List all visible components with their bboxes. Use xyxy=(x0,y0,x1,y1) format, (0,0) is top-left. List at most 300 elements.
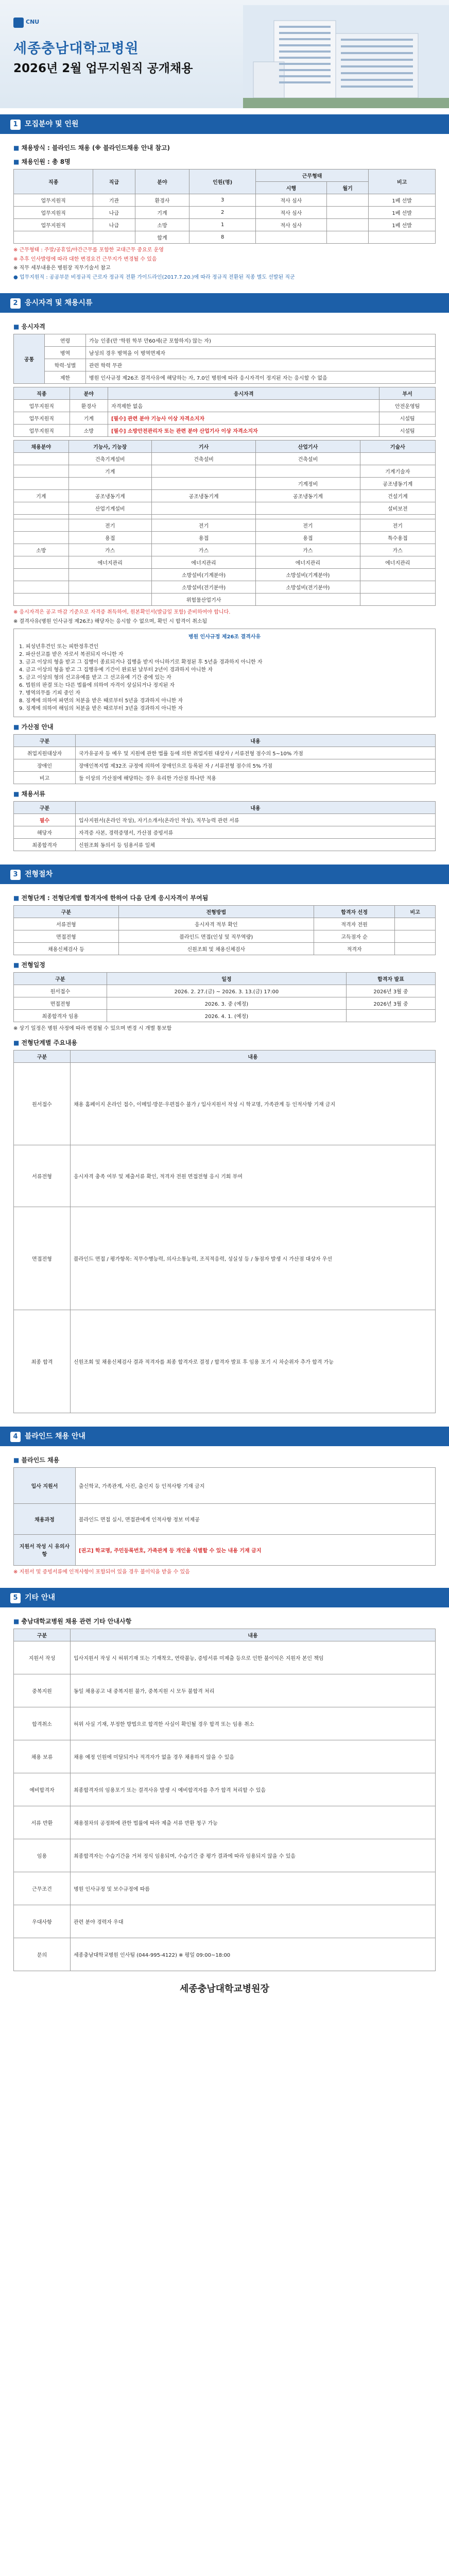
rule-item: 7. 병역의무를 기피 중인 자 xyxy=(19,690,80,696)
table-cell: 입사지원서 작성 시 허위기재 또는 기재착오, 연락불능, 증빙서류 미제출 등으로 인한 불이익은 지원자 본인 책임 xyxy=(71,1641,436,1674)
table-cell: 업무지원직 xyxy=(14,400,70,412)
table-cell: 건축기계설비 xyxy=(68,453,151,465)
table-cell: 에너지관리 xyxy=(68,556,151,569)
table-cell: 소방 xyxy=(70,425,108,437)
table-cell xyxy=(360,594,435,606)
documents-table xyxy=(13,801,436,851)
stage-table xyxy=(13,905,436,955)
table-cell: 신원조회 동의서 등 임용서류 일체 xyxy=(76,839,436,851)
table-cell: 적격자 전원 xyxy=(314,918,395,930)
table-cell: 적사 심사 xyxy=(255,194,326,207)
table-cell xyxy=(14,532,69,544)
table-cell xyxy=(369,231,436,244)
table-cell xyxy=(14,515,69,519)
table-cell: 최종합격자의 임용포기 또는 결격사유 발생 시 예비합격자를 추가 합격 처리할 수 있음 xyxy=(71,1773,436,1806)
table-cell: [권고] 학교명, 주민등록번호, 가족관계 등 개인을 식별할 수 있는 내용 기재 금지 xyxy=(76,1534,436,1565)
table-cell: 적사 심사 xyxy=(255,207,326,219)
table-row xyxy=(14,1905,436,1938)
positions-table xyxy=(13,169,436,244)
table-cell: 용접 xyxy=(151,532,255,544)
table-cell: 8 xyxy=(189,231,256,244)
rule-item: 1. 피성년후견인 또는 피한정후견인 xyxy=(19,644,99,650)
table-row xyxy=(14,478,436,490)
table-cell: 가능 인종(만 '학원 학부 만60세(군 포함하지) 않는 자) xyxy=(86,334,436,347)
rule-item: 8. 징계에 의하여 파면의 처분을 받은 때로부터 5년을 경과하지 아니한 자 xyxy=(19,698,183,704)
section-title: 기타 안내 xyxy=(25,1594,55,1602)
table-cell: 기계 xyxy=(70,412,108,425)
license-table xyxy=(13,440,436,606)
table-cell xyxy=(151,502,255,515)
table-row xyxy=(14,930,436,943)
table-cell: 위험물산업기사 xyxy=(151,594,255,606)
table-row xyxy=(14,1839,436,1872)
section-5-header xyxy=(0,1588,449,1607)
table-cell: 응시자격 적부 확인 xyxy=(118,918,314,930)
table-row xyxy=(14,453,436,465)
table-cell xyxy=(14,581,69,594)
subsection-title: ■ 채용서류 xyxy=(13,789,436,798)
table-row xyxy=(14,772,436,784)
table-row xyxy=(14,1010,436,1022)
section-1-content xyxy=(0,134,449,287)
table-cell: 필수 xyxy=(14,814,76,826)
table-cell: 관련 학력 무관 xyxy=(86,359,436,371)
table-cell: 허위 사실 기재, 부정한 방법으로 합격한 사실이 확인될 경우 합격 또는 임용 취소 xyxy=(71,1707,436,1740)
table-cell: 소방 xyxy=(14,544,69,556)
table-cell: 블라인드 면접(인성 및 직무역량) xyxy=(118,930,314,943)
table-cell: 에너지관리 xyxy=(360,556,435,569)
hospital-building-image xyxy=(243,5,449,108)
table-cell: 공조냉동기계 xyxy=(151,490,255,502)
table-row xyxy=(14,490,436,502)
table-cell: 기계 xyxy=(14,490,69,502)
table-cell: 가스 xyxy=(360,544,435,556)
job-requirements-table xyxy=(13,387,436,437)
table-cell: 1베 선발 xyxy=(369,207,436,219)
table-header: 내용 xyxy=(71,1629,436,1641)
table-cell: 채용신체검사 등 xyxy=(14,943,119,955)
table-cell: 서류전형 xyxy=(14,918,119,930)
page-title: 2026년 2월 업무지원직 공개채용 xyxy=(13,62,193,75)
table-cell: 기계정비 xyxy=(256,478,360,490)
table-row xyxy=(14,465,436,478)
table-header: 채용과정 xyxy=(14,1503,76,1534)
table-cell xyxy=(256,515,360,519)
subsection-title: ■ 전형일정 xyxy=(13,960,436,969)
table-cell: 1 xyxy=(189,219,256,231)
table-cell: 업무지원직 xyxy=(14,425,70,437)
bonus-table xyxy=(13,734,436,784)
table-cell: 에너지관리 xyxy=(151,556,255,569)
table-row xyxy=(14,231,436,244)
table-cell: 합계 xyxy=(135,231,189,244)
table-subheader: 시행 xyxy=(255,182,326,194)
table-header: 직종 xyxy=(14,170,93,194)
table-header: 내용 xyxy=(76,802,436,814)
table-cell: 연령 xyxy=(45,334,86,347)
table-cell xyxy=(326,194,368,207)
table-cell: 우대사항 xyxy=(14,1905,71,1938)
table-header: 응시자격 xyxy=(108,387,379,400)
subsection-title: ■ 채용방식 : 블라인드 채용 (※ 블라인드채용 안내 참고) xyxy=(13,143,436,152)
table-cell: 소방설비(전기분야) xyxy=(256,581,360,594)
note: ※ 추후 인사발령에 따라 대한 변경요건 근무지가 변경될 수 있음 xyxy=(13,256,157,262)
hospital-name: 세종충남대학교병원 xyxy=(13,41,139,57)
table-cell xyxy=(14,502,69,515)
table-cell: 소방설비(기계분야) xyxy=(256,569,360,581)
table-cell: 둘 이상의 가산점에 해당하는 경우 유리한 가산점 하나만 적용 xyxy=(76,772,436,784)
note: ※ 상기 일정은 병원 사정에 따라 변경될 수 있으며 변경 시 개별 통보함 xyxy=(13,1026,172,1031)
table-cell: 환경사 xyxy=(135,194,189,207)
subsection-title: ■ 가산점 안내 xyxy=(13,722,436,731)
table-cell: 장애인복지법 제32조 규정에 의하여 장애인으로 등록된 자 / 서류전형 점수의 5% 가점 xyxy=(76,759,436,772)
table-row xyxy=(14,985,436,997)
table-cell: 임용 xyxy=(14,1839,71,1872)
table-cell: 2026. 4. 1. (예정) xyxy=(107,1010,346,1022)
section-1-header xyxy=(0,114,449,134)
table-header: 구분 xyxy=(14,735,76,747)
section-4-header xyxy=(0,1427,449,1446)
rule-item: 4. 금고 이상의 형을 받고 그 집행유예 기간이 완료된 날부터 2년이 경과하지 아니한 자 xyxy=(19,667,213,673)
table-cell xyxy=(326,207,368,219)
subsection-title: ■ 응시자격 xyxy=(13,322,436,331)
table-row xyxy=(14,371,436,384)
table-cell: 출신학교, 가족관계, 사진, 출신지 등 인적사항 기재 금지 xyxy=(76,1467,436,1503)
table-cell: 특수용접 xyxy=(360,532,435,544)
table-cell: 전기 xyxy=(360,519,435,532)
table-row xyxy=(14,918,436,930)
section-number: 5 xyxy=(10,1593,21,1603)
table-row xyxy=(14,219,436,231)
table-row xyxy=(14,1641,436,1674)
schedule-table xyxy=(13,972,436,1022)
table-cell xyxy=(256,594,360,606)
table-row xyxy=(14,581,436,594)
table-cell: 건축설비 xyxy=(256,453,360,465)
common-requirements-table xyxy=(13,334,436,384)
table-header: 산업기사 xyxy=(256,440,360,453)
table-row xyxy=(14,425,436,437)
table-cell: 최종합격자 임용 xyxy=(14,1010,107,1022)
table-cell xyxy=(151,478,255,490)
table-cell xyxy=(360,515,435,519)
table-cell: 최종합격자는 수습기간을 거쳐 정식 임용되며, 수습기간 중 평가 결과에 따라 임용되지 않을 수 있음 xyxy=(71,1839,436,1872)
table-cell: 용접 xyxy=(68,532,151,544)
table-cell: 용접 xyxy=(256,532,360,544)
table-cell: 건축설비 xyxy=(151,453,255,465)
section-title: 블라인드 채용 안내 xyxy=(25,1432,85,1440)
table-header: 전형방법 xyxy=(118,906,314,918)
table-header: 공통 xyxy=(14,334,45,384)
table-row xyxy=(14,502,436,515)
table-header: 내용 xyxy=(76,735,436,747)
table-cell: 업무지원직 xyxy=(14,219,93,231)
table-row xyxy=(14,334,436,347)
table-cell xyxy=(395,918,436,930)
table-subheader: 월기 xyxy=(326,182,368,194)
section-3-header xyxy=(0,865,449,884)
table-header: 직종 xyxy=(14,387,70,400)
table-cell xyxy=(14,465,69,478)
subsection-title: ■ 충남대학교병원 채용 관련 기타 안내사항 xyxy=(13,1617,436,1625)
table-cell xyxy=(14,453,69,465)
table-cell: 기계기술자 xyxy=(360,465,435,478)
table-cell xyxy=(68,478,151,490)
table-cell: 전기 xyxy=(151,519,255,532)
table-header: 입사 지원서 xyxy=(14,1467,76,1503)
section-title: 모집분야 및 인원 xyxy=(25,120,79,128)
table-cell xyxy=(395,930,436,943)
table-row xyxy=(14,194,436,207)
note: ※ 직무 세부내용은 병원장 직무기술서 참고 xyxy=(13,265,111,271)
note: ※ 결격사유(병원 인사규정 제26조) 해당자는 응시할 수 없으며, 확인 시 합격이 취소됨 xyxy=(13,618,208,624)
table-row xyxy=(14,1310,436,1413)
table-row xyxy=(14,1467,436,1503)
table-cell: 예비합격자 xyxy=(14,1773,71,1806)
table-cell: 학력·성별 xyxy=(45,359,86,371)
table-header: 분야 xyxy=(70,387,108,400)
subsection-title: ■ 채용인원 : 총 8명 xyxy=(13,157,436,166)
table-cell: 2026. 3. 중 (예정) xyxy=(107,997,346,1010)
section-4-content xyxy=(0,1446,449,1582)
table-cell: 취업지원대상자 xyxy=(14,747,76,759)
table-cell: 가스 xyxy=(151,544,255,556)
table-row xyxy=(14,207,436,219)
table-header: 합격자 발표 xyxy=(347,973,436,985)
table-cell: 시설팀 xyxy=(379,425,436,437)
table-cell: 중복지원 xyxy=(14,1674,71,1707)
table-row xyxy=(14,412,436,425)
table-cell: 신원조회 및 채용신체검사 xyxy=(118,943,314,955)
table-cell: 국가유공자 등 예우 및 지원에 관한 법률 등에 의한 취업지원 대상자 / 서류전형 점수의 5~10% 가점 xyxy=(76,747,436,759)
table-row xyxy=(14,1145,436,1207)
table-row xyxy=(14,359,436,371)
table-cell xyxy=(14,556,69,569)
section-5-content xyxy=(0,1607,449,2020)
table-cell xyxy=(14,569,69,581)
table-cell: 1베 선발 xyxy=(369,194,436,207)
table-row xyxy=(14,347,436,359)
table-cell: 원서접수 xyxy=(14,1062,71,1145)
table-cell xyxy=(347,1010,436,1022)
table-cell xyxy=(14,594,69,606)
table-cell: 장애인 xyxy=(14,759,76,772)
table-cell: 고득점자 순 xyxy=(314,930,395,943)
table-header: 기사 xyxy=(151,440,255,453)
table-cell: 산업기계설비 xyxy=(68,502,151,515)
table-row xyxy=(14,1806,436,1839)
table-cell xyxy=(326,219,368,231)
table-header: 기술사 xyxy=(360,440,435,453)
table-row xyxy=(14,1773,436,1806)
table-cell: 업무지원직 xyxy=(14,194,93,207)
table-cell: 2026년 3월 중 xyxy=(347,997,436,1010)
note: ※ 응시자격은 공고 마감 기준으로 자격증 취득하여, 원본확인서(발급일 포함) 준비하여야 합니다. xyxy=(13,609,231,615)
section-2-content xyxy=(0,313,449,858)
table-cell: 비고 xyxy=(14,772,76,784)
table-row xyxy=(14,826,436,839)
table-cell: 면접전형 xyxy=(14,997,107,1010)
table-header: 구분 xyxy=(14,1629,71,1641)
table-cell: 자격증 사본, 경력증명서, 가산점 증빙서류 xyxy=(76,826,436,839)
table-cell xyxy=(256,502,360,515)
table-cell: 관련 분야 경력자 우대 xyxy=(71,1905,436,1938)
table-header: 분야 xyxy=(135,170,189,194)
table-row xyxy=(14,1207,436,1310)
table-cell: 가스 xyxy=(68,544,151,556)
table-header: 부서 xyxy=(379,387,436,400)
table-cell: 적사 심사 xyxy=(255,219,326,231)
hospital-logo-icon xyxy=(13,18,24,28)
box-title: 병원 인사규정 제26조 결격사유 xyxy=(188,634,261,640)
table-cell: 적격자 xyxy=(314,943,395,955)
table-cell: 응시자격 충족 여부 및 제출서류 확인, 적격자 전원 면접전형 응시 기회 부여 xyxy=(71,1145,436,1207)
table-cell: 최종 합격 xyxy=(14,1310,71,1413)
table-cell: 전기 xyxy=(68,519,151,532)
note: ※ 지원서 및 증빙서류에 인적사항이 포함되어 있을 경우 불이익을 받을 수 있음 xyxy=(13,1569,190,1575)
table-header: 구분 xyxy=(14,1050,71,1062)
table-cell: 공조냉동기계 xyxy=(68,490,151,502)
table-row xyxy=(14,1062,436,1145)
table-header: 구분 xyxy=(14,802,76,814)
table-row xyxy=(14,1707,436,1740)
table-row xyxy=(14,1938,436,1971)
table-cell: 설비보전 xyxy=(360,502,435,515)
table-cell: 채용 예정 인원에 미달되거나 적격자가 없을 경우 채용하지 않을 수 있음 xyxy=(71,1740,436,1773)
table-cell: 채용절차의 공정화에 관한 법률에 따라 제출 서류 반환 청구 가능 xyxy=(71,1806,436,1839)
table-cell xyxy=(151,515,255,519)
table-cell: 기계 xyxy=(68,465,151,478)
table-cell xyxy=(151,465,255,478)
table-row xyxy=(14,532,436,544)
table-cell: 면접전형 xyxy=(14,930,119,943)
section-number: 2 xyxy=(10,298,21,309)
table-cell: 근무조건 xyxy=(14,1872,71,1905)
table-cell xyxy=(68,569,151,581)
table-header: 기능사, 기능장 xyxy=(68,440,151,453)
table-cell xyxy=(14,478,69,490)
subsection-title: ■ 블라인드 채용 xyxy=(13,1455,436,1464)
disqualification-box xyxy=(13,629,436,717)
table-cell: 지원서 작성 xyxy=(14,1641,71,1674)
table-cell xyxy=(68,594,151,606)
table-cell: 소방설비(기계분야) xyxy=(151,569,255,581)
table-cell xyxy=(255,231,326,244)
table-cell: [필수] 소방안전관리자 또는 관련 분야 산업기사 이상 자격소지자 xyxy=(108,425,379,437)
table-header: 합격자 선정 xyxy=(314,906,395,918)
rules-list xyxy=(19,643,430,713)
table-cell: 합격취소 xyxy=(14,1707,71,1740)
table-cell xyxy=(14,519,69,532)
table-cell: 에너지관리 xyxy=(256,556,360,569)
table-cell: 병원 인사규정 제26조 결격사유에 해당하는 자, 7.0인 병원에 따라 응시자격이 정지된 자는 응시할 수 없음 xyxy=(86,371,436,384)
table-cell: 서류전형 xyxy=(14,1145,71,1207)
table-header: 인원(명) xyxy=(189,170,256,194)
table-cell: 병역 xyxy=(45,347,86,359)
table-header: 비고 xyxy=(369,170,436,194)
section-title: 응시자격 및 채용시류 xyxy=(25,299,93,307)
rule-item: 3. 금고 이상의 형을 받고 그 집행이 종료되거나 집행을 받지 아니하기로 확정된 후 5년을 경과하지 아니한 자 xyxy=(19,659,263,665)
table-cell: [필수] 관련 분야 기능사 이상 자격소지자 xyxy=(108,412,379,425)
logo-text: CNU xyxy=(26,19,40,25)
section-number: 4 xyxy=(10,1432,21,1442)
table-cell: 업무지원직 xyxy=(14,207,93,219)
table-row xyxy=(14,759,436,772)
table-row xyxy=(14,943,436,955)
table-cell: 채용 홈페이지 온라인 접수, 이메일·방문·우편접수 불가 / 입사지원서 작성 시 학교명, 가족관계 등 인적사항 기재 금지 xyxy=(71,1062,436,1145)
table-cell: 병원 인사규정 및 보수규정에 따름 xyxy=(71,1872,436,1905)
table-cell: 문의 xyxy=(14,1938,71,1971)
table-cell: 소방설비(전기분야) xyxy=(151,581,255,594)
table-cell: 원서접수 xyxy=(14,985,107,997)
table-cell: 2 xyxy=(189,207,256,219)
table-cell: 2026년 3월 중 xyxy=(347,985,436,997)
table-cell: 공조냉동기계 xyxy=(256,490,360,502)
section-2-header xyxy=(0,293,449,313)
table-header: 일정 xyxy=(107,973,346,985)
table-row xyxy=(14,839,436,851)
table-cell xyxy=(68,581,151,594)
table-cell: 해당자 xyxy=(14,826,76,839)
table-cell xyxy=(395,943,436,955)
table-header: 내용 xyxy=(71,1050,436,1062)
table-header: 직급 xyxy=(93,170,135,194)
table-row xyxy=(14,997,436,1010)
table-header: 근무형태 xyxy=(255,170,368,182)
table-cell: 동일 채용공고 내 중복지원 불가, 중복지원 시 모두 불합격 처리 xyxy=(71,1674,436,1707)
table-header: 비고 xyxy=(395,906,436,918)
note: ※ 근무형태 : 주말/공휴일/야간근무를 포함한 교대근무 중요로 운영 xyxy=(13,247,164,253)
table-header: 채용분야 xyxy=(14,440,69,453)
section-title: 전형절차 xyxy=(25,870,53,878)
table-row xyxy=(14,1872,436,1905)
table-row xyxy=(14,594,436,606)
table-cell: 시설팀 xyxy=(379,412,436,425)
blind-table xyxy=(13,1467,436,1566)
rule-item: 2. 파산선고를 받은 자로서 복권되지 아니한 자 xyxy=(19,652,124,657)
table-row xyxy=(14,556,436,569)
table-cell: 안전운영팀 xyxy=(379,400,436,412)
table-cell: 나급 xyxy=(93,207,135,219)
table-cell: 서류 반환 xyxy=(14,1806,71,1839)
table-cell xyxy=(93,231,135,244)
etc-table xyxy=(13,1629,436,1971)
table-cell xyxy=(326,231,368,244)
table-row xyxy=(14,814,436,826)
table-row xyxy=(14,544,436,556)
section-3-content xyxy=(0,884,449,1420)
table-cell xyxy=(68,515,151,519)
table-row xyxy=(14,1503,436,1534)
table-cell: 블라인드 면접 / 평가항목: 직무수행능력, 의사소통능력, 조직적응력, 성실성 등 / 동점자 발생 시 가산점 대상자 우선 xyxy=(71,1207,436,1310)
table-row xyxy=(14,515,436,519)
table-cell: 업무지원직 xyxy=(14,412,70,425)
table-cell: 입사지원서(온라인 작성), 자기소개서(온라인 작성), 직무능력 관련 서류 xyxy=(76,814,436,826)
table-cell: 전기 xyxy=(256,519,360,532)
note: ● 업무지원직 : 공공부문 비정규직 근로자 정규직 전환 가이드라인(2017.7.20.)에 따라 정규직 전환된 직종 별도 선발된 직군 xyxy=(13,274,295,280)
table-cell: 기계 xyxy=(135,207,189,219)
table-cell: 최종합격자 xyxy=(14,839,76,851)
closing-signature: 세종충남대학교병원장 xyxy=(180,1984,269,1994)
table-cell: 3 xyxy=(189,194,256,207)
table-cell: 가스 xyxy=(256,544,360,556)
table-cell: 1베 선발 xyxy=(369,219,436,231)
subsection-title: ■ 전형단계별 주요내용 xyxy=(13,1038,436,1047)
table-cell xyxy=(256,465,360,478)
table-cell: 환경사 xyxy=(70,400,108,412)
table-cell: 소방 xyxy=(135,219,189,231)
table-cell: 기관 xyxy=(93,194,135,207)
